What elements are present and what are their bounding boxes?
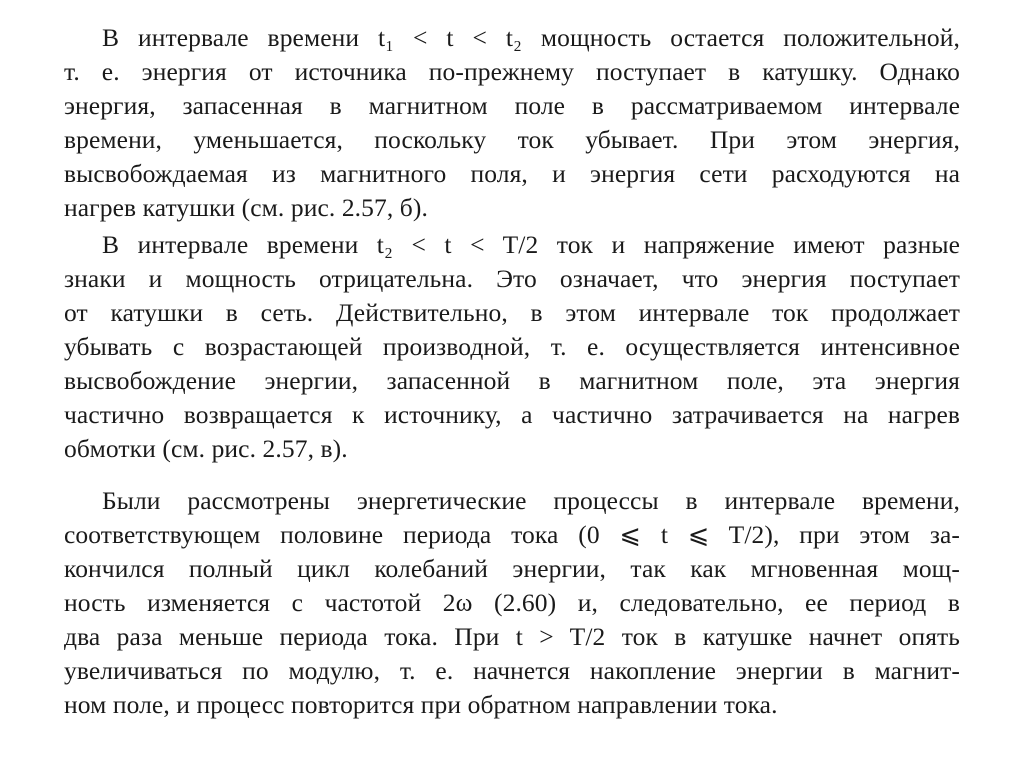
paragraph-1-line-6: нагрев катушки (см. рис. 2.57, б). <box>64 193 428 222</box>
paragraph-3-line-1: Были рассмотрены энергетические процессы в интервале времени, <box>102 486 960 515</box>
paragraph-2-line-3: от катушки в сеть. Действительно, в этом интервале ток продолжает <box>64 298 960 327</box>
paragraph-2-line-6: частично возвращается к источнику, а частично затрачивается на нагрев <box>64 400 960 429</box>
paragraph-3-line-4: ность изменяется с частотой 2ω (2.60) и, следовательно, ее период в <box>64 588 960 617</box>
paragraph-2-line-5: высвобождение энергии, запасенной в магнитном поле, эта энергия <box>64 366 960 395</box>
paragraph-2-line-1: В интервале времени t₂ < t < T/2 ток и напряжение имеют разные <box>102 230 960 259</box>
paragraph-3-line-6: увеличиваться по модулю, т. е. начнется накопление энергии в магнит- <box>64 656 960 685</box>
paragraph-3-line-2: соответствующем половине периода тока (0 ⩽ t ⩽ T/2), при этом за- <box>64 520 960 549</box>
paragraph-3-line-3: кончился полный цикл колебаний энергии, так как мгновенная мощ- <box>64 554 960 583</box>
paragraph-1-line-5: высвобождаемая из магнитного поля, и энергия сети расходуются на <box>64 159 960 188</box>
paragraph-1-line-3: энергия, запасенная в магнитном поле в рассматриваемом интервале <box>64 91 960 120</box>
paragraph-1-line-2: т. е. энергия от источника по-прежнему поступает в катушку. Однако <box>64 57 960 86</box>
paragraph-3-line-7: ном поле, и процесс повторится при обратном направлении тока. <box>64 690 778 719</box>
paragraph-2-line-2: знаки и мощность отрицательна. Это означает, что энергия поступает <box>64 264 960 293</box>
paragraph-1-line-4: времени, уменьшается, поскольку ток убывает. При этом энергия, <box>64 125 960 154</box>
paragraph-2-line-7: обмотки (см. рис. 2.57, в). <box>64 434 348 463</box>
paragraph-2-line-4: убывать с возрастающей производной, т. е. осуществляется интенсивное <box>64 332 960 361</box>
paragraph-1-line-1: В интервале времени t₁ < t < t₂ мощность остается положительной, <box>102 23 960 52</box>
paragraph-3-line-5: два раза меньше периода тока. При t > T/2 ток в катушке начнет опять <box>64 622 960 651</box>
